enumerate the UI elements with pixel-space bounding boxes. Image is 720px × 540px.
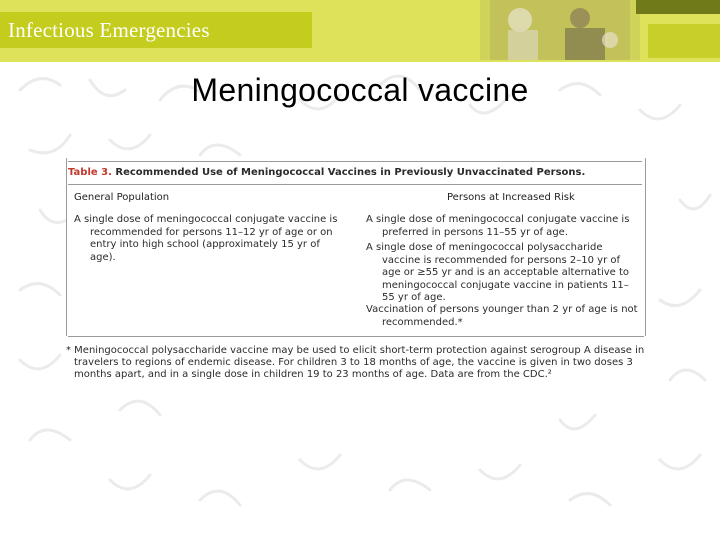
table-left-border (66, 158, 67, 336)
increased-risk-text-2: A single dose of meningococcal polysaccharide vaccine is recommended for persons 2–10 yr of age or ≥55 yr and is an acceptable alternative to meningococcal conjugate vaccine in patients 11–55 yr of age. (366, 242, 630, 303)
table-caption-label: Table 3. (68, 167, 112, 178)
general-population-cell (74, 214, 340, 264)
column-header-general: General Population (74, 192, 170, 203)
table-bottom-border (68, 336, 644, 337)
header-accent-strip (636, 0, 720, 14)
increased-risk-item (366, 214, 638, 239)
table-footnote (66, 345, 646, 381)
table-caption-text: Recommended Use of Meningococcal Vaccines in Previously Unvaccinated Persons. (115, 167, 586, 178)
vaccine-table (66, 158, 646, 380)
general-population-text: A single dose of meningococcal conjugate vaccine is recommended for persons 11–12 yr of age or on entry into high school (approximately 15 yr of age). (74, 214, 338, 263)
header-title: Infectious Emergencies (8, 18, 210, 42)
increased-risk-item (366, 304, 638, 329)
header-accent-box (648, 24, 720, 58)
increased-risk-item (366, 242, 638, 305)
table-right-border (645, 158, 646, 336)
header-band (0, 0, 720, 62)
table-footnote-text: * Meningococcal polysaccharide vaccine may be used to elicit short-term protection against serogroup A disease in travelers to regions of endemic disease. For children 3 to 18 months of age, the vaccine is given in two doses 3 months apart, and in a single dose in children 19 to 23 months of age. Data are from the CDC.² (66, 345, 645, 380)
column-header-increased-risk: Persons at Increased Risk (447, 192, 575, 203)
header-photo (480, 0, 640, 60)
table-caption (68, 161, 642, 185)
increased-risk-text-3: Vaccination of persons younger than 2 yr of age is not recommended.* (366, 304, 638, 328)
slide-title: Meningococcal vaccine (191, 72, 529, 108)
increased-risk-text-1: A single dose of meningococcal conjugate vaccine is preferred in persons 11–55 yr of age. (366, 214, 630, 238)
